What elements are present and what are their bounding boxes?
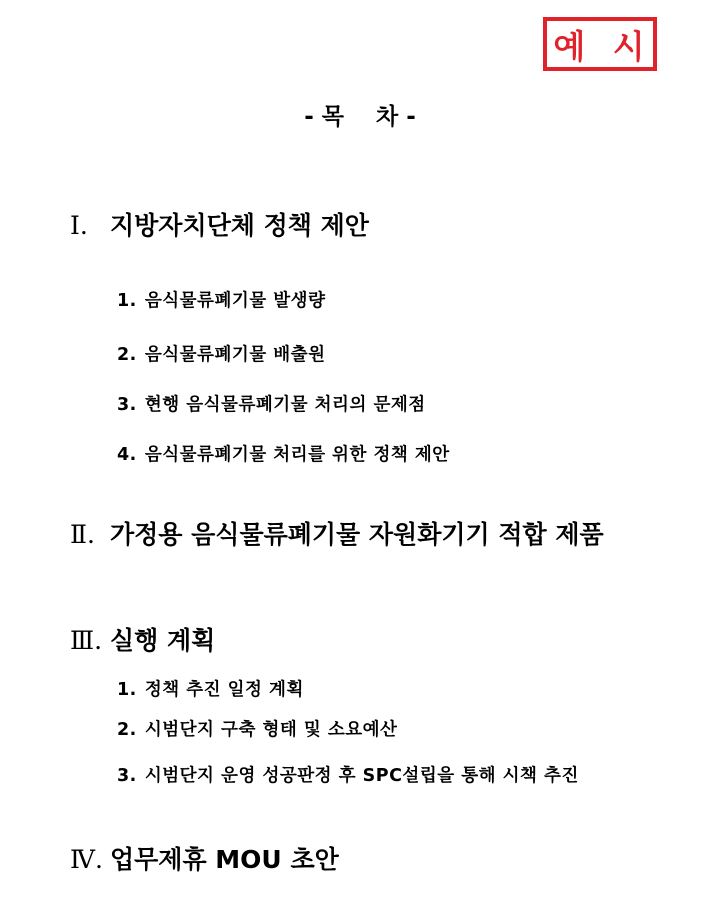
section-title: 업무제휴 MOU 초안	[110, 845, 339, 874]
section-numeral: Ⅲ.	[70, 626, 103, 655]
toc-title: - 목 차 -	[304, 104, 416, 130]
item-text: 시범단지 구축 형태 및 소요예산	[144, 720, 398, 740]
toc-item-1-3[interactable]	[117, 391, 426, 416]
item-number: 1.	[117, 680, 137, 700]
toc-section-1[interactable]	[70, 206, 369, 242]
item-number: 2.	[117, 720, 137, 740]
item-text: 정책 추진 일정 계획	[144, 680, 304, 700]
toc-section-2[interactable]	[70, 515, 604, 551]
item-number: 3.	[117, 766, 137, 786]
section-numeral: Ⅰ.	[70, 211, 88, 240]
stamp-label: 예 시	[553, 26, 653, 66]
item-text: 음식물류폐기물 처리를 위한 정책 제안	[144, 445, 450, 465]
example-stamp	[543, 17, 657, 71]
toc-item-1-1[interactable]	[117, 287, 325, 312]
item-number: 2.	[117, 345, 137, 365]
section-title: 가정용 음식물류폐기물 자원화기기 적합 제품	[110, 520, 604, 549]
item-text: 시범단지 운영 성공판정 후 SPC설립을 통해 시책 추진	[144, 766, 579, 786]
item-text: 음식물류폐기물 발생량	[144, 291, 326, 311]
section-numeral: Ⅱ.	[70, 520, 95, 549]
toc-item-3-2[interactable]	[117, 716, 397, 741]
item-number: 1.	[117, 291, 137, 311]
item-text: 현행 음식물류폐기물 처리의 문제점	[144, 395, 426, 415]
toc-section-4[interactable]	[70, 840, 339, 876]
item-number: 4.	[117, 445, 137, 465]
item-number: 3.	[117, 395, 137, 415]
toc-item-1-2[interactable]	[117, 341, 325, 366]
toc-item-3-1[interactable]	[117, 676, 304, 701]
section-numeral: Ⅳ.	[70, 845, 103, 874]
section-title: 지방자치단체 정책 제안	[110, 211, 369, 240]
section-title: 실행 계획	[110, 626, 216, 655]
toc-item-1-4[interactable]	[117, 441, 450, 466]
item-text: 음식물류폐기물 배출원	[144, 345, 326, 365]
toc-item-3-3[interactable]	[117, 762, 579, 787]
toc-section-3[interactable]	[70, 621, 215, 657]
